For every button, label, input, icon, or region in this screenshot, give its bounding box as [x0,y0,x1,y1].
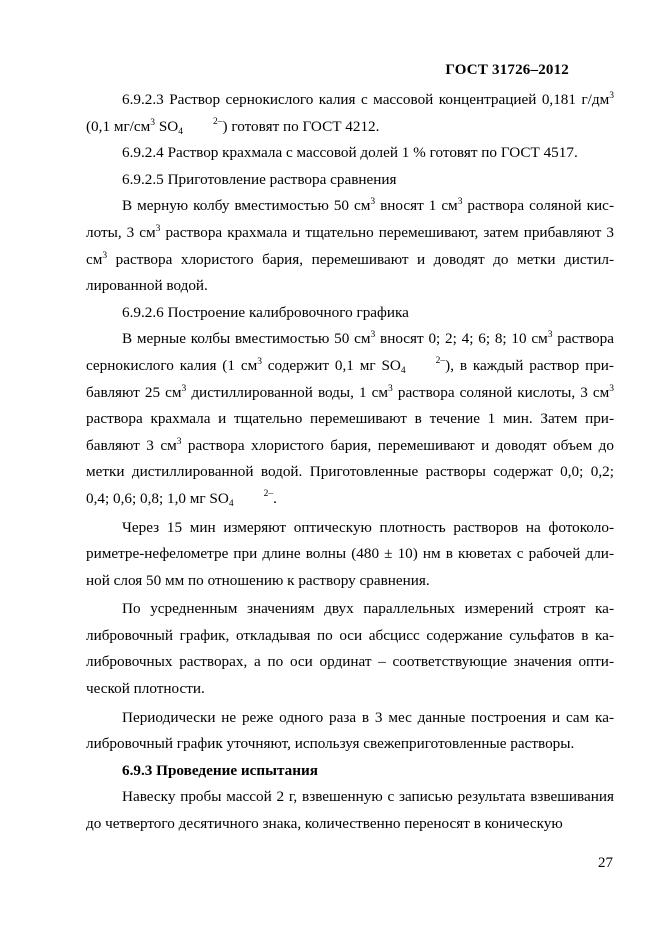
paragraph-6-9-2-6-body: В мерные колбы вместимостью 50 $см^3$ вносят 0; 2; 4; 6; 8; 10 $см^3$ раствора сернокислого калия (1 $см^3$ содержит 0,1 мг $SO_42-$), в каждый раствор прибавляют 25 $см^3$ дистиллированной воды, 1 $см^3$ раствора соляной кислоты, 3 $см^3$ раствора крахмала и тщательно перемешивают в течение 1 мин. Затем прибавляют 3 $см^3$ раствора хлористого бария, перемешивают и доводят объем до метки дистиллированной водой. Приготовленные растворы содержат 0,0; 0,2; 0,4; 0,6; 0,8; 1,0 мг $SO_42-$. [86,330,615,509]
paragraph-calibration-graph: По усредненным значениям двух параллельных измерений строят калибровочный график, откладывая по оси абсцисс содержание сульфатов в калибровочных растворах, а по оси ординат – соответствующие значения оптической плотности. [86,600,614,698]
paragraph-6-9-3-body: Навеску пробы массой 2 г, взвешенную с записью результата взвешивания до четвертого десятичного знака, количественно переносят в коническую [86,788,614,833]
page-number: 27 [598,855,613,871]
heading-6-9-2-5: 6.9.2.5 Приготовление раствора сравнения [122,170,397,188]
paragraph-measurement: Через 15 мин измеряют оптическую плотность растворов на фотоколориметре-нефелометре при длине волны (480 ± 10) нм в кюветах с рабочей длиной слоя 50 мм по отношению к раствору сравнения. [86,518,614,589]
paragraph-6-9-2-5-body: В мерную колбу вместимостью 50 $см^3$ вносят 1 $см^3$ раствора соляной кислоты, 3 $см^3$ раствора крахмала и тщательно перемешивают, затем прибавляют 3 $см^3$ раствора хлористого бария, перемешивают и доводят до метки дистиллированной водой. [86,197,614,295]
paragraph-6-9-2-4: 6.9.2.4 Раствор крахмала с массовой долей 1 % готовят по ГОСТ 4517. [122,144,578,162]
paragraph-periodic-check: Периодически не реже одного раза в 3 мес данные построения и сам калибровочный график уточняют, используя свежеприготовленные растворы. [86,708,614,753]
document-header: ГОСТ 31726–2012 [445,62,569,78]
heading-6-9-3: 6.9.3 Проведение испытания [122,761,318,779]
paragraph-6-9-2-3: 6.9.2.3 Раствор сернокислого калия с массовой концентрацией 0,181 $г/дм^3$ (0,1 $мг/см^3$ $SO_42-$) готовят по ГОСТ 4212. [86,91,614,137]
heading-6-9-2-6: 6.9.2.6 Построение калибровочного графика [122,303,409,321]
document-body [86,87,614,838]
